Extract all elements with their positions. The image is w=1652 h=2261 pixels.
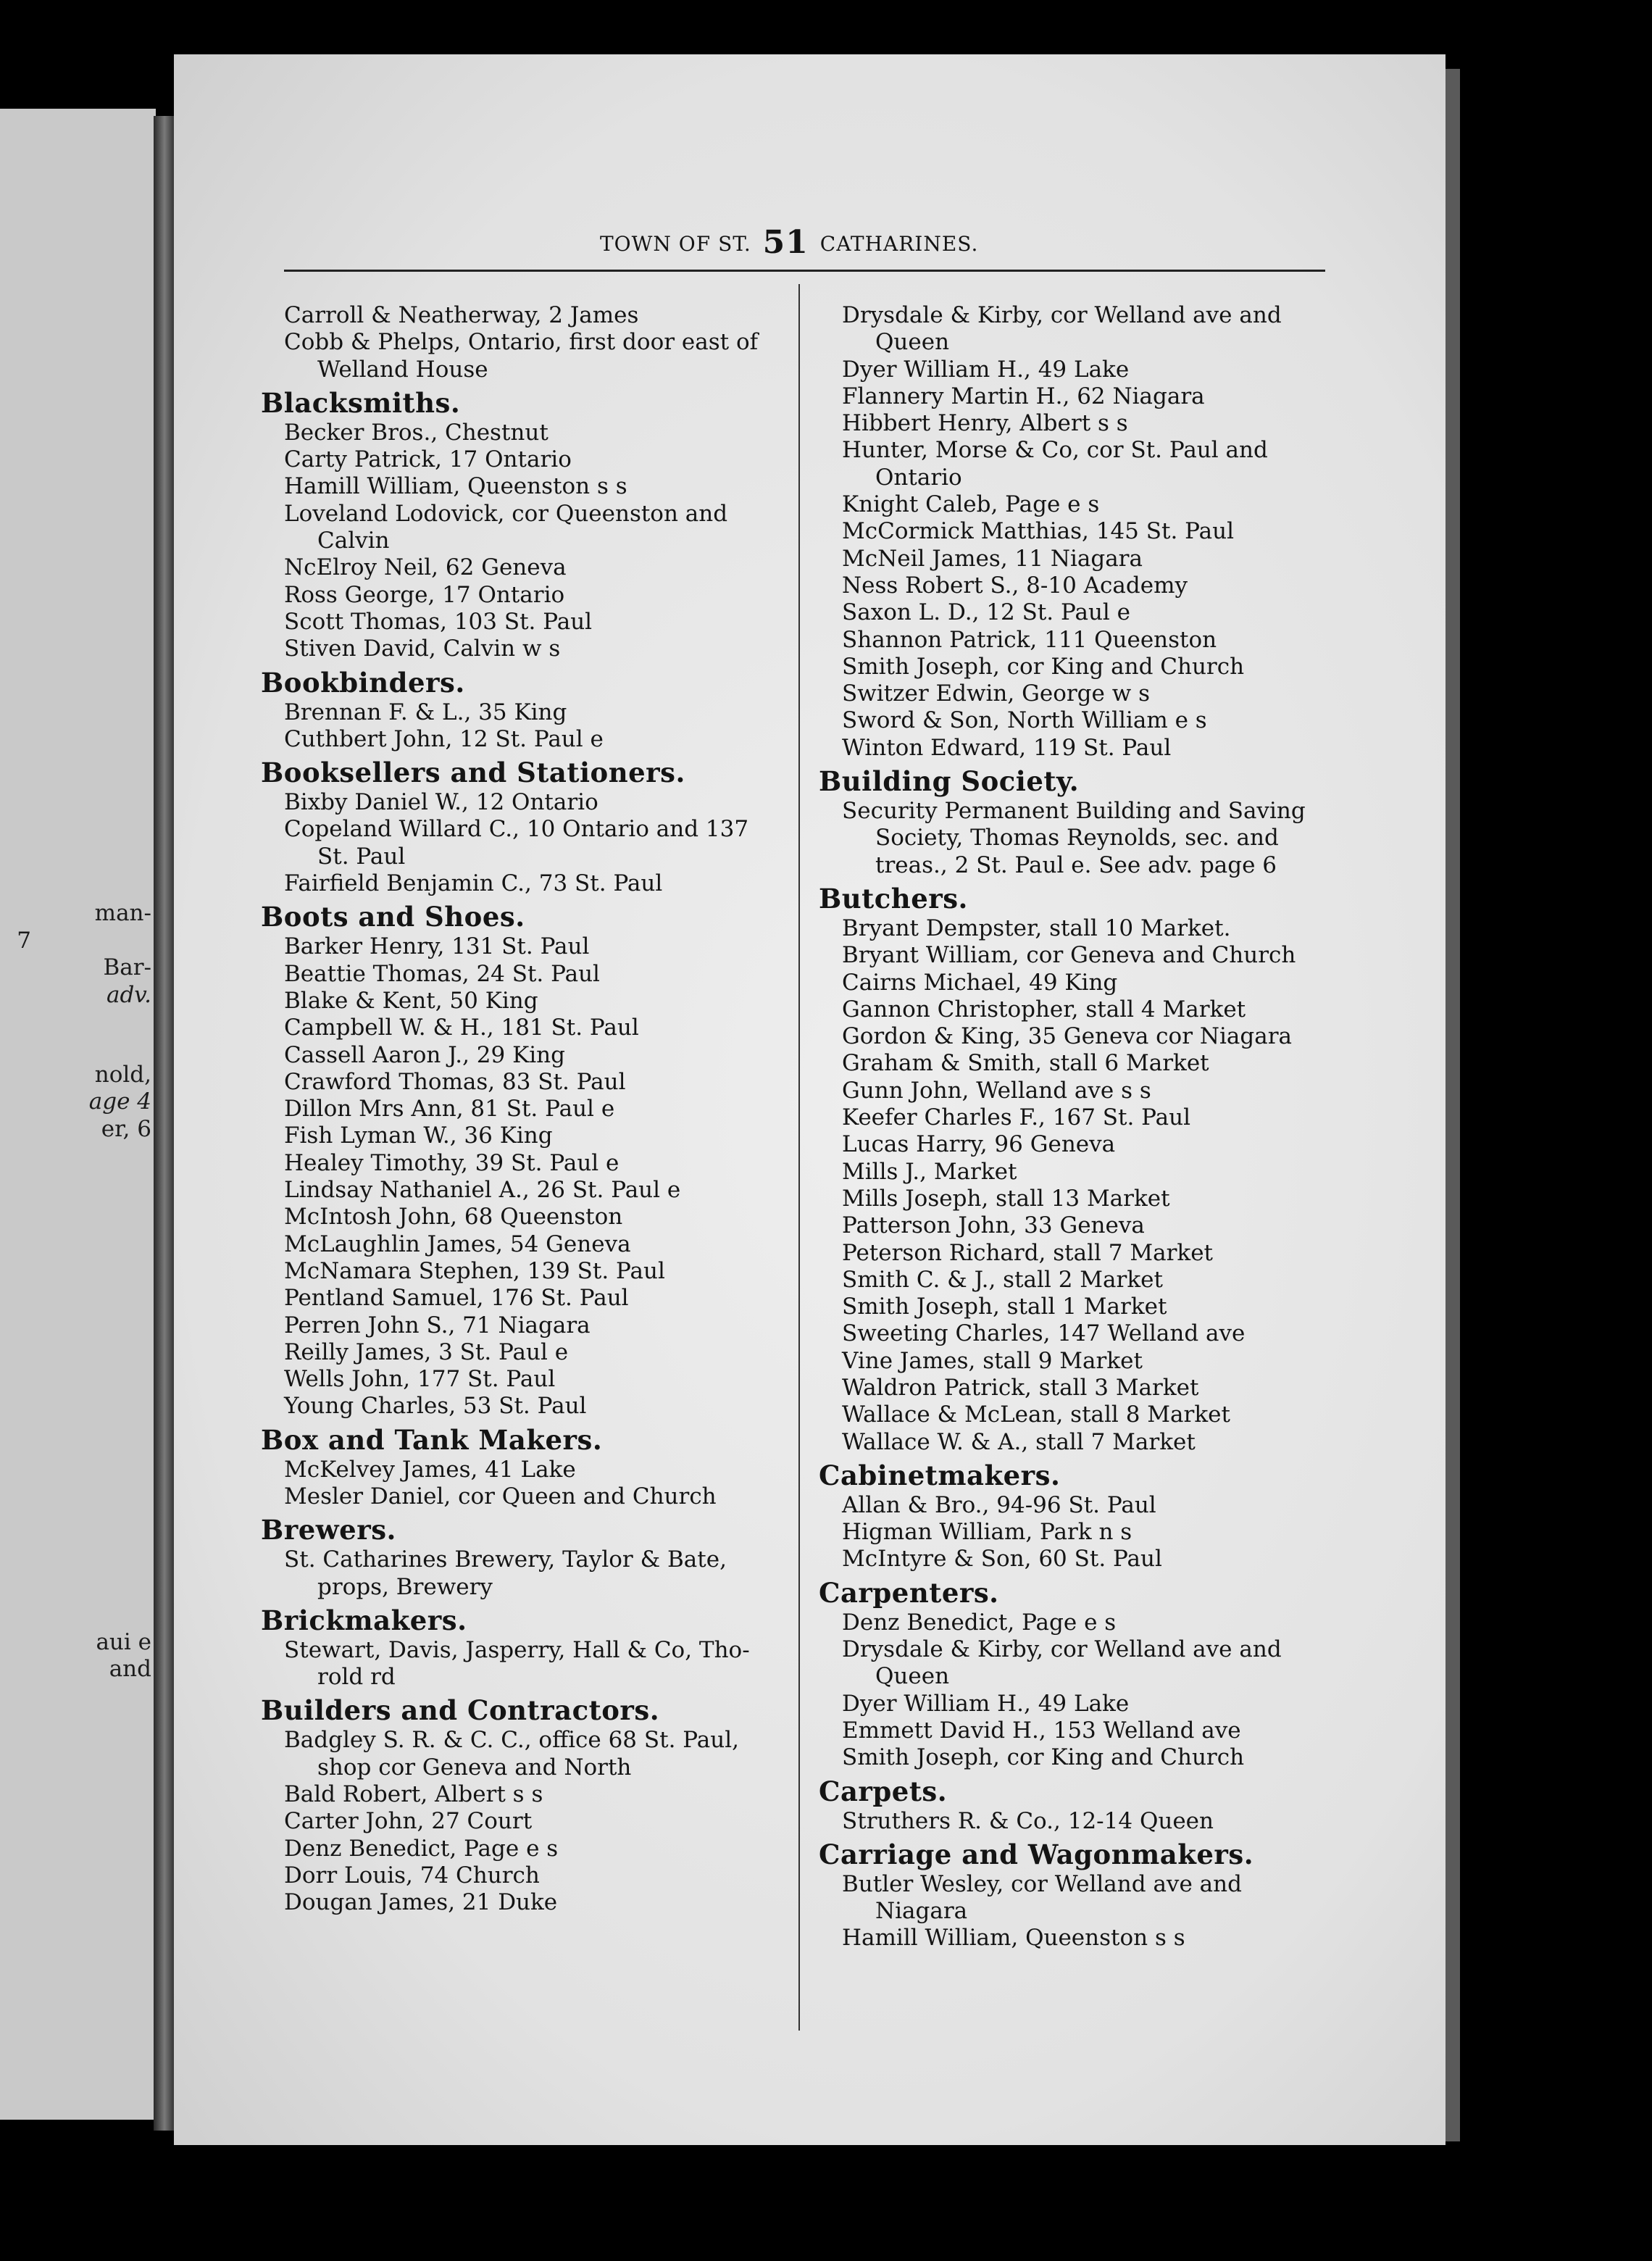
entry-continuation: rold rd — [317, 1664, 396, 1691]
section-heading: Brewers. — [261, 1514, 396, 1546]
directory-entry: McIntyre & Son, 60 St. Paul — [842, 1546, 1162, 1573]
directory-entry: Dorr Louis, 74 Church — [284, 1862, 540, 1889]
directory-entry: Dyer William H., 49 Lake — [842, 356, 1130, 383]
directory-entry: Wallace & McLean, stall 8 Market — [842, 1402, 1230, 1428]
directory-entry: McLaughlin James, 54 Geneva — [284, 1231, 631, 1257]
directory-entry: Flannery Martin H., 62 Niagara — [842, 383, 1205, 409]
directory-entry: Beattie Thomas, 24 St. Paul — [284, 960, 600, 987]
directory-entry: Vine James, stall 9 Market — [842, 1347, 1143, 1374]
directory-entry: McKelvey James, 41 Lake — [284, 1456, 576, 1483]
directory-entry: St. Catharines Brewery, Taylor & Bate, — [284, 1546, 727, 1573]
section-heading: Blacksmiths. — [261, 386, 461, 419]
directory-entry: Allan & Bro., 94-96 St. Paul — [842, 1491, 1156, 1518]
directory-entry: NcElroy Neil, 62 Geneva — [284, 554, 567, 581]
directory-entry: Badgley S. R. & C. C., office 68 St. Paul, — [284, 1727, 739, 1754]
directory-entry: Dillon Mrs Ann, 81 St. Paul e — [284, 1096, 615, 1123]
directory-entry: Winton Edward, 119 St. Paul — [842, 734, 1172, 761]
directory-entry: Drysdale & Kirby, cor Welland ave and — [842, 302, 1282, 328]
directory-entry: Hamill William, Queenston s s — [284, 473, 627, 500]
directory-entry: Gordon & King, 35 Geneva cor Niagara — [842, 1023, 1293, 1050]
directory-entry: Bryant Dempster, stall 10 Market. — [842, 915, 1231, 941]
entry-continuation: St. Paul — [317, 843, 406, 870]
entry-continuation: Calvin — [317, 528, 390, 554]
facing-page-fragment: Bar- — [103, 954, 151, 980]
column-rule — [798, 284, 800, 2031]
directory-entry: Dyer William H., 49 Lake — [842, 1690, 1130, 1717]
directory-entry: Sweeting Charles, 147 Welland ave — [842, 1320, 1246, 1347]
directory-entry: Crawford Thomas, 83 St. Paul — [284, 1068, 626, 1095]
entry-continuation: Queen — [875, 1663, 950, 1690]
directory-entry: Wells John, 177 St. Paul — [284, 1366, 556, 1393]
directory-entry: Carty Patrick, 17 Ontario — [284, 446, 572, 473]
facing-page-fragment: 7 — [17, 928, 31, 954]
directory-entry: Ness Robert S., 8-10 Academy — [842, 572, 1188, 599]
directory-entry: Cairns Michael, 49 King — [842, 969, 1118, 996]
section-heading: Builders and Contractors. — [261, 1694, 660, 1727]
facing-page-fragment: er, 6 — [101, 1116, 151, 1142]
directory-entry: Waldron Patrick, stall 3 Market — [842, 1374, 1199, 1401]
directory-entry: Blake & Kent, 50 King — [284, 987, 538, 1014]
directory-entry: Keefer Charles F., 167 St. Paul — [842, 1104, 1191, 1131]
section-heading: Box and Tank Makers. — [261, 1423, 603, 1456]
directory-entry: Becker Bros., Chestnut — [284, 419, 548, 446]
directory-entry: Stiven David, Calvin w s — [284, 636, 561, 662]
directory-entry: Lindsay Nathaniel A., 26 St. Paul e — [284, 1177, 681, 1204]
directory-entry: Saxon L. D., 12 St. Paul e — [842, 599, 1131, 626]
section-heading: Carpenters. — [819, 1576, 999, 1609]
directory-entry: Denz Benedict, Page e s — [284, 1835, 559, 1862]
directory-entry: Carroll & Neatherway, 2 James — [284, 302, 639, 328]
directory-entry: Stewart, Davis, Jasperry, Hall & Co, Tho- — [284, 1636, 750, 1663]
directory-entry: Gunn John, Welland ave s s — [842, 1077, 1151, 1104]
directory-entry: Reilly James, 3 St. Paul e — [284, 1338, 569, 1365]
directory-entry: Brennan F. & L., 35 King — [284, 699, 567, 725]
directory-entry: Smith C. & J., stall 2 Market — [842, 1266, 1163, 1293]
running-head-right: CATHARINES. — [819, 232, 979, 256]
directory-entry: Smith Joseph, cor King and Church — [842, 1744, 1245, 1771]
entry-continuation: Ontario — [875, 464, 962, 491]
directory-entry: McCormick Matthias, 145 St. Paul — [842, 518, 1234, 545]
section-heading: Carpets. — [819, 1775, 948, 1807]
section-heading: Carriage and Wagonmakers. — [819, 1838, 1254, 1870]
directory-entry: Hunter, Morse & Co, cor St. Paul and — [842, 437, 1268, 464]
directory-entry: Cassell Aaron J., 29 King — [284, 1041, 565, 1068]
directory-entry: Cobb & Phelps, Ontario, first door east of — [284, 329, 759, 356]
section-heading: Bookbinders. — [261, 666, 465, 699]
directory-entry: Graham & Smith, stall 6 Market — [842, 1050, 1209, 1077]
directory-entry: Higman William, Park n s — [842, 1519, 1132, 1546]
directory-entry: Ross George, 17 Ontario — [284, 581, 565, 608]
right-column — [819, 302, 1326, 1952]
directory-entry: Campbell W. & H., 181 St. Paul — [284, 1015, 639, 1041]
header-rule — [284, 270, 1325, 272]
directory-entry: Emmett David H., 153 Welland ave — [842, 1717, 1241, 1744]
directory-entry: McNeil James, 11 Niagara — [842, 545, 1143, 572]
directory-entry: Loveland Lodovick, cor Queenston and — [284, 500, 728, 527]
left-column — [261, 302, 768, 1917]
directory-entry: Mesler Daniel, cor Queen and Church — [284, 1483, 717, 1510]
directory-entry: Patterson John, 33 Geneva — [842, 1212, 1145, 1239]
section-heading: Cabinetmakers. — [819, 1459, 1061, 1491]
directory-entry: Peterson Richard, stall 7 Market — [842, 1239, 1213, 1266]
running-head-left: TOWN OF ST. — [600, 232, 751, 256]
entry-continuation: props, Brewery — [317, 1573, 493, 1600]
directory-entry: Lucas Harry, 96 Geneva — [842, 1131, 1116, 1158]
running-head — [600, 222, 978, 265]
directory-entry: Wallace W. & A., stall 7 Market — [842, 1428, 1196, 1455]
directory-entry: Security Permanent Building and Saving — [842, 798, 1306, 825]
facing-page-fragment: man- — [94, 900, 151, 926]
facing-page-edge — [0, 109, 156, 2120]
directory-entry: Perren John S., 71 Niagara — [284, 1312, 591, 1338]
directory-entry: Carter John, 27 Court — [284, 1808, 533, 1835]
directory-entry: Bryant William, cor Geneva and Church — [842, 942, 1296, 969]
directory-entry: Fish Lyman W., 36 King — [284, 1123, 553, 1149]
section-heading: Brickmakers. — [261, 1604, 467, 1636]
entry-continuation: Queen — [875, 329, 950, 356]
directory-entry: Fairfield Benjamin C., 73 St. Paul — [284, 870, 663, 897]
directory-entry: Shannon Patrick, 111 Queenston — [842, 626, 1217, 653]
section-heading: Boots and Shoes. — [261, 901, 525, 933]
facing-page-fragment: nold, — [94, 1062, 151, 1088]
directory-entry: Hamill William, Queenston s s — [842, 1925, 1185, 1952]
directory-entry: Bald Robert, Albert s s — [284, 1781, 543, 1808]
directory-entry: Bixby Daniel W., 12 Ontario — [284, 789, 598, 816]
directory-entry: Switzer Edwin, George w s — [842, 680, 1151, 707]
facing-page-fragment: and — [109, 1656, 151, 1682]
directory-entry: Mills J., Market — [842, 1158, 1017, 1185]
section-heading: Building Society. — [819, 765, 1080, 798]
facing-page-fragment: age 4 — [88, 1088, 151, 1115]
page-edge-shadow — [1446, 69, 1460, 2141]
entry-continuation: shop cor Geneva and North — [317, 1754, 632, 1781]
entry-continuation: Welland House — [317, 356, 488, 383]
section-heading: Butchers. — [819, 882, 968, 915]
directory-entry: Sword & Son, North William e s — [842, 707, 1207, 734]
directory-entry: McIntosh John, 68 Queenston — [284, 1204, 623, 1231]
directory-entry: Struthers R. & Co., 12-14 Queen — [842, 1807, 1214, 1834]
directory-entry: Scott Thomas, 103 St. Paul — [284, 608, 593, 635]
page-number: 51 — [762, 224, 809, 261]
directory-entry: Healey Timothy, 39 St. Paul e — [284, 1149, 620, 1176]
directory-entry: Smith Joseph, cor King and Church — [842, 653, 1245, 680]
directory-entry: Drysdale & Kirby, cor Welland ave and — [842, 1636, 1282, 1663]
section-heading: Booksellers and Stationers. — [261, 757, 685, 789]
directory-entry: Cuthbert John, 12 St. Paul e — [284, 725, 604, 752]
directory-entry: Smith Joseph, stall 1 Market — [842, 1294, 1167, 1320]
facing-page-fragment: adv. — [106, 982, 151, 1008]
directory-entry: Denz Benedict, Page e s — [842, 1609, 1117, 1636]
entry-continuation: Society, Thomas Reynolds, sec. and — [875, 825, 1279, 851]
directory-entry: Knight Caleb, Page e s — [842, 491, 1100, 518]
entry-continuation: Niagara — [875, 1898, 968, 1925]
directory-entry: Barker Henry, 131 St. Paul — [284, 933, 590, 960]
directory-entry: Dougan James, 21 Duke — [284, 1889, 558, 1916]
facing-page-fragment: aui e — [96, 1629, 151, 1655]
directory-entry: Copeland Willard C., 10 Ontario and 137 — [284, 816, 749, 843]
entry-continuation: treas., 2 St. Paul e. See adv. page 6 — [875, 851, 1277, 878]
directory-entry: McNamara Stephen, 139 St. Paul — [284, 1257, 665, 1284]
directory-entry: Pentland Samuel, 176 St. Paul — [284, 1285, 629, 1312]
directory-entry: Hibbert Henry, Albert s s — [842, 410, 1128, 437]
directory-entry: Gannon Christopher, stall 4 Market — [842, 996, 1246, 1023]
directory-entry: Young Charles, 53 St. Paul — [284, 1393, 587, 1420]
directory-entry: Butler Wesley, cor Welland ave and — [842, 1870, 1242, 1897]
directory-entry: Mills Joseph, stall 13 Market — [842, 1185, 1170, 1212]
